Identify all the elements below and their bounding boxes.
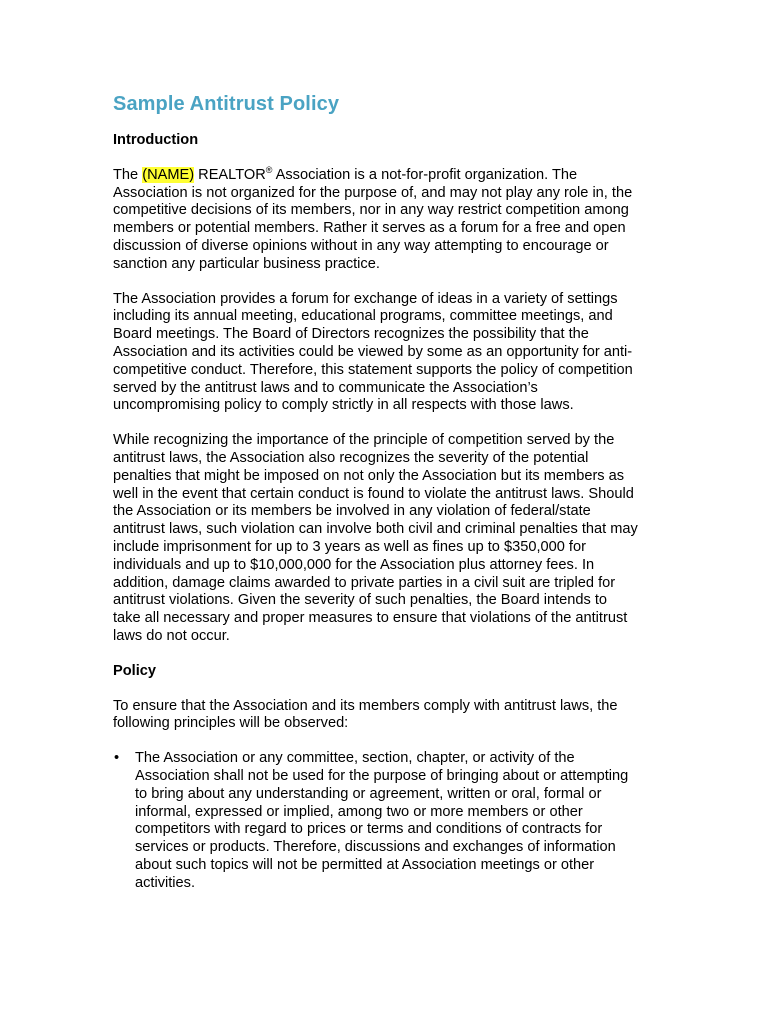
intro-p2-line: uncompromising policy to comply strictly in all respects with those laws.: [113, 397, 574, 414]
intro-p1-line-0: [113, 164, 658, 185]
intro-p1-line: sanction any particular business practice.: [113, 255, 380, 272]
bullet-1-line: activities.: [135, 874, 196, 891]
intro-paragraph-2: [113, 291, 658, 416]
bullet-1-line: Association shall not be used for the purpose of bringing about or attempting: [135, 767, 629, 784]
intro-p3-line: well in the event that certain conduct is found to violate the antitrust laws. Should: [113, 485, 634, 502]
intro-p1-line: discussion of diverse opinions without in any way attempting to encourage or: [113, 237, 609, 254]
policy-paragraph-1: [113, 698, 658, 734]
bullet-1-line: to bring about any understanding or agreement, written or oral, formal or: [135, 785, 602, 802]
intro-p3-line: take all necessary and proper measures to ensure that violations of the antitrust: [113, 610, 628, 627]
intro-p3-line: include imprisonment for up to 3 years as well as fines up to $350,000 for: [113, 538, 586, 555]
intro-p2-line: The Association provides a forum for exchange of ideas in a variety of settings: [113, 290, 618, 307]
bullet-1-line: informal, expressed or implied, among two or more members or other: [135, 803, 583, 820]
intro-p3-line: antitrust laws, the Association also recognizes the severity of the potential: [113, 449, 589, 466]
name-placeholder-highlight: (NAME): [142, 166, 195, 183]
policy-principles-list: [113, 750, 658, 892]
document-title: Sample Antitrust Policy: [113, 93, 340, 115]
intro-heading: Introduction: [113, 132, 199, 148]
intro-p2-line: Association and its activities could be viewed by some as an opportunity for anti-: [113, 343, 633, 360]
intro-p3-line: addition, damage claims awarded to private parties in a civil suit are tripled for: [113, 574, 616, 591]
intro-paragraph-3: [113, 432, 658, 646]
intro-p3-line: laws do not occur.: [113, 627, 230, 644]
intro-p2-line: competitive conduct. Therefore, this statement supports the policy of competition: [113, 361, 633, 378]
policy-p1-line: following principles will be observed:: [113, 715, 349, 732]
bullet-1-line: services or products. Therefore, discussions and exchanges of information: [135, 839, 616, 856]
policy-heading: Policy: [113, 662, 156, 679]
bullet-icon: •: [114, 750, 120, 767]
intro-p3-line: antitrust laws, such violation can involve both civil and criminal penalties that may: [113, 521, 638, 538]
bullet-1-line: The Association or any committee, section, chapter, or activity of the: [135, 750, 575, 767]
intro-p1-line: Association is not organized for the purpose of, and may not play any role in, the: [113, 184, 633, 201]
registered-mark: ®: [265, 164, 273, 175]
intro-p3-line: penalties that might be imposed on not only the Association but its members as: [113, 467, 625, 484]
intro-paragraph-1: [113, 164, 658, 274]
realtor-brand: REALTOR: [194, 166, 266, 183]
bullet-1-line: competitors with regard to prices or terms and conditions of contracts for: [135, 821, 603, 838]
intro-p3-line: individuals and up to $10,000,000 for the Association plus attorney fees. In: [113, 556, 595, 573]
intro-p2-line: served by the antitrust laws and to communicate the Association’s: [113, 379, 538, 396]
intro-p2-line: Board meetings. The Board of Directors recognizes the possibility that the: [113, 326, 589, 343]
intro-p3-line: While recognizing the importance of the principle of competition served by the: [113, 432, 615, 449]
intro-p2-line: including its annual meeting, educational programs, committee meetings, and: [113, 308, 613, 325]
intro-p1-prefix: The: [113, 166, 143, 183]
list-item: [113, 750, 658, 892]
policy-p1-line: To ensure that the Association and its members comply with antitrust laws, the: [113, 697, 618, 714]
intro-p1-line: members or potential members. Rather it serves as a forum for a free and open: [113, 220, 626, 237]
intro-p3-line: antitrust violations. Given the severity of such penalties, the Board intends to: [113, 592, 608, 609]
bullet-1-line: about such topics will not be permitted at Association meetings or other: [135, 856, 595, 873]
intro-p3-line: the Association or its members be involved in any violation of federal/state: [113, 503, 591, 520]
intro-p1-line-0-rest: Association is a not-for-profit organization. The: [272, 166, 578, 183]
intro-p1-line: competitive decisions of its members, nor in any way restrict competition among: [113, 202, 629, 219]
